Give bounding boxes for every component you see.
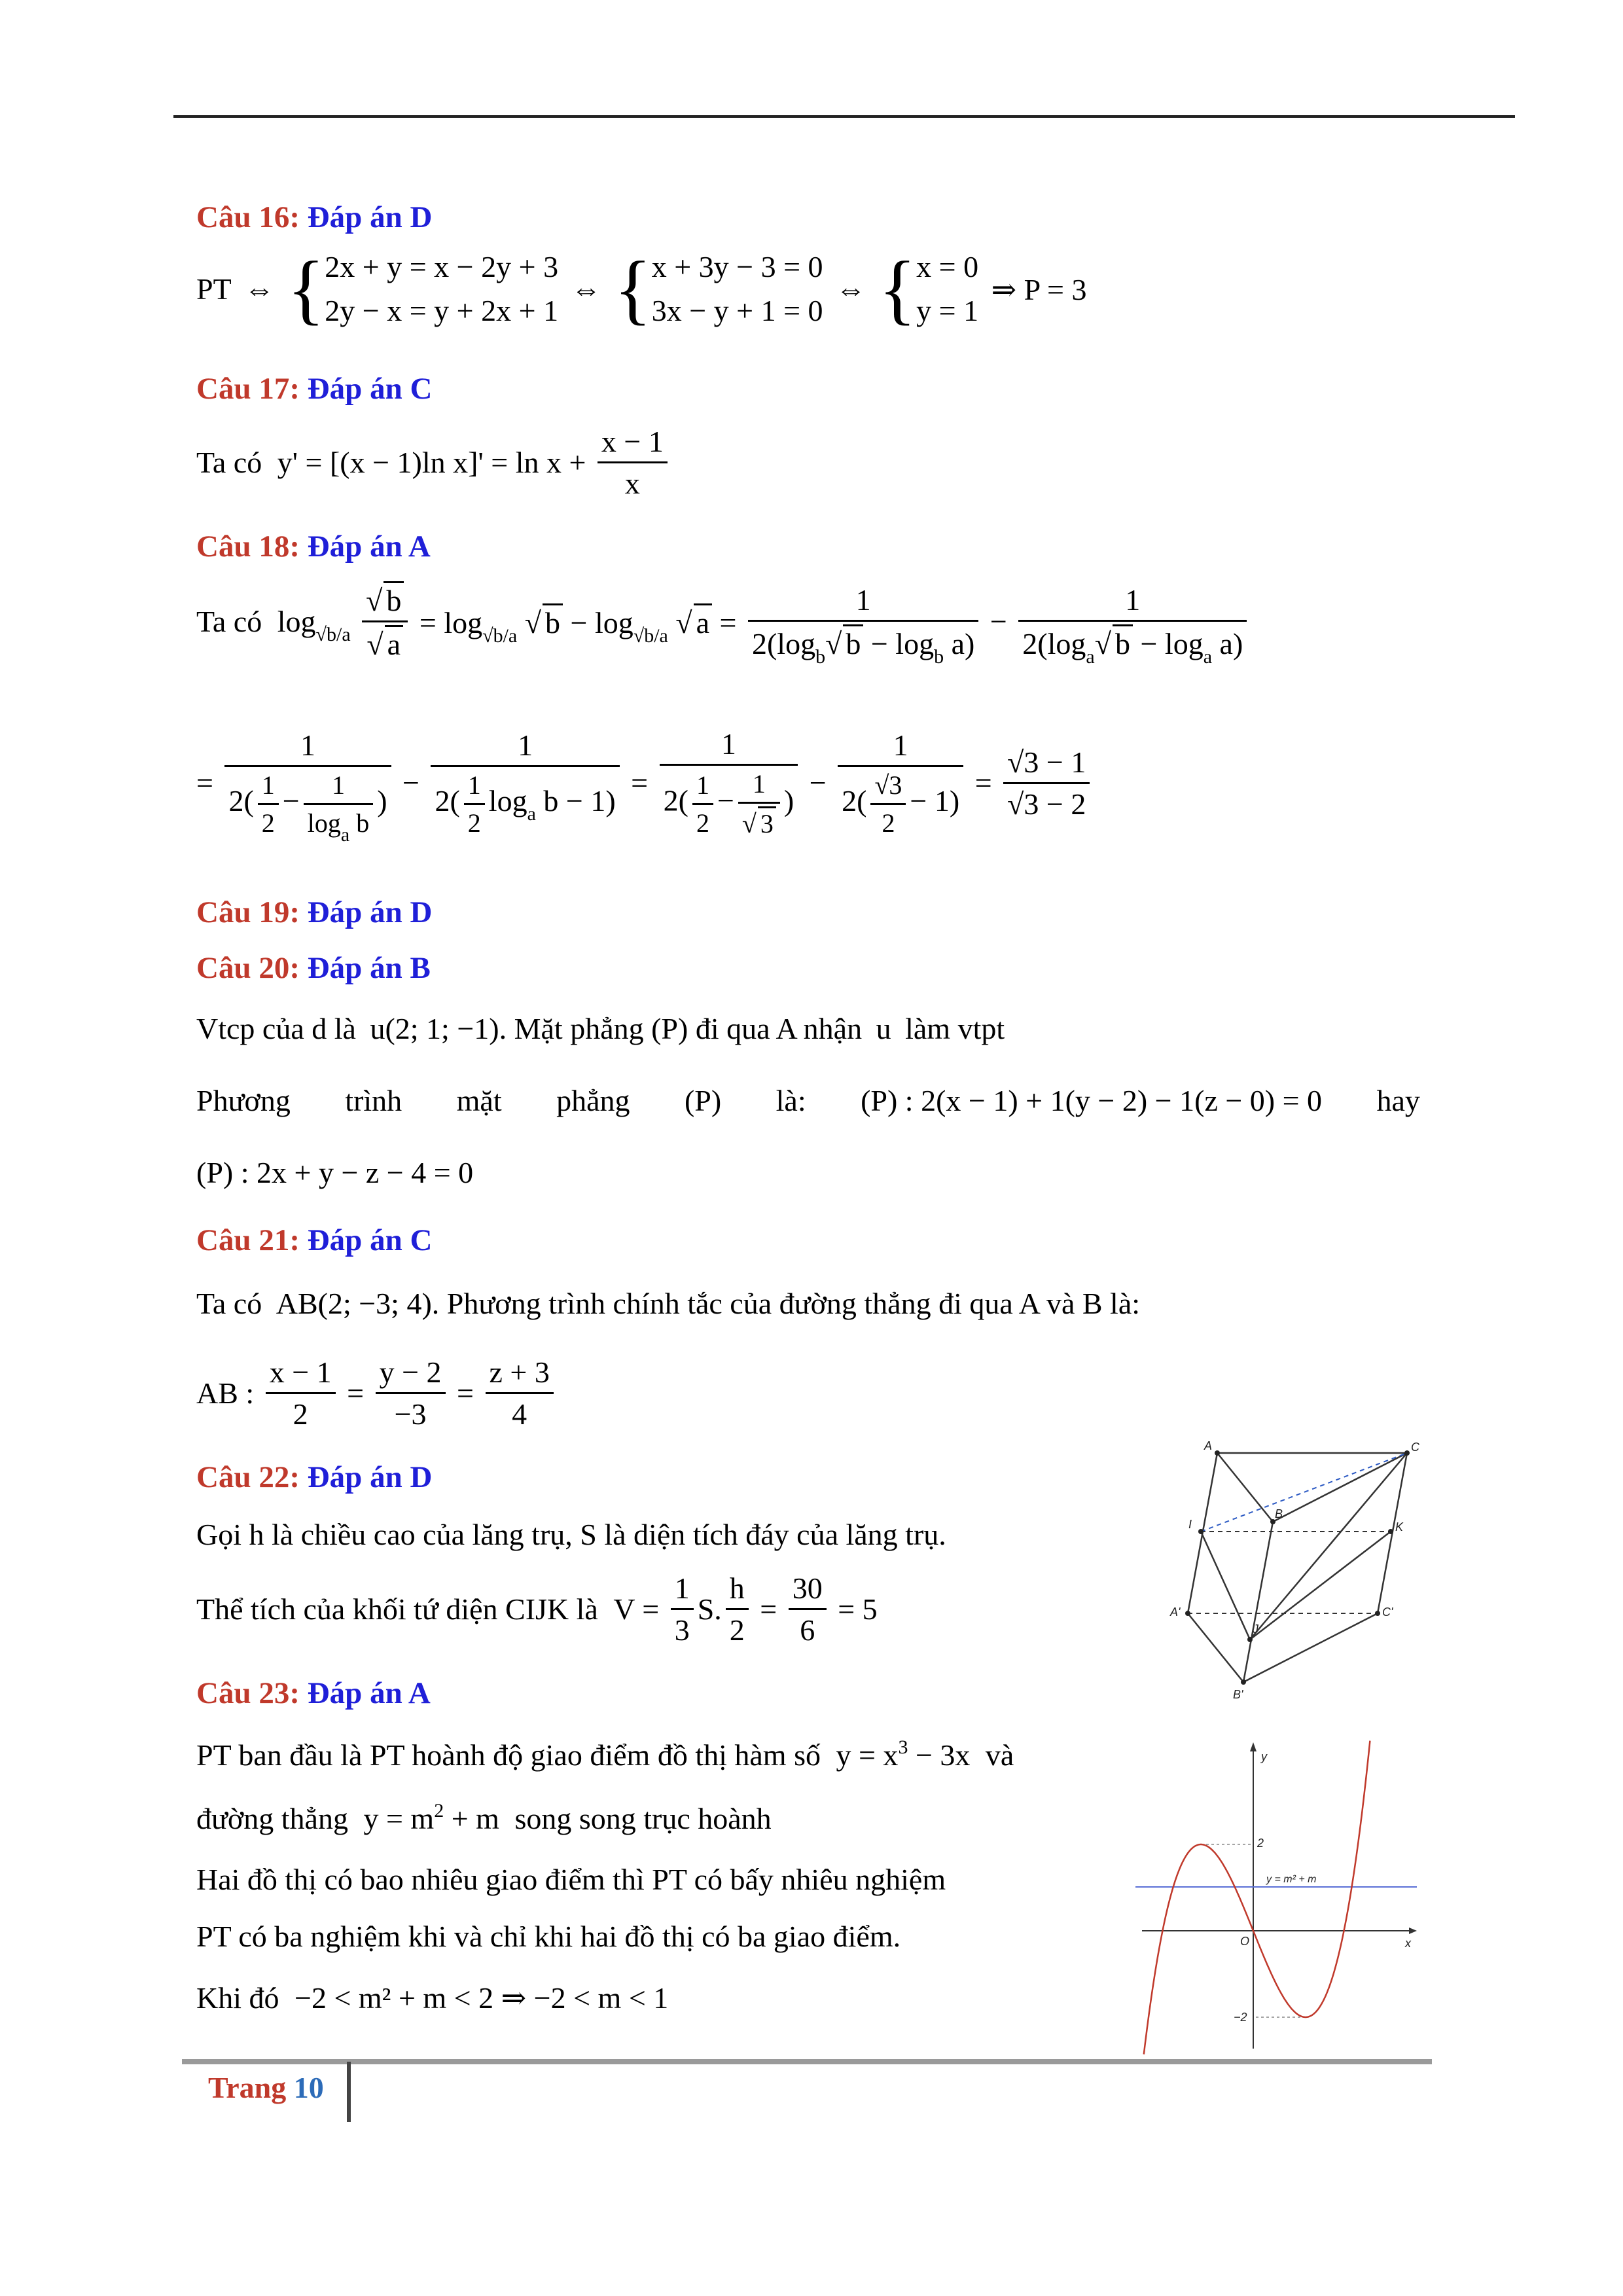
q16-system-1: 2x + y = x − 2y + 3 2y − x = y + 2x + 1	[325, 250, 559, 327]
q16-system-2: x + 3y − 3 = 0 3x − y + 1 = 0	[651, 250, 823, 327]
y-axis-label: y	[1261, 1750, 1267, 1763]
origin-label: O	[1240, 1935, 1250, 1948]
q20-line-2: Phương trình mặt phẳng (P) là: (P) : 2(x − 1) + 1(y − 2) − 1(z − 0) = 0 hay	[196, 1084, 1420, 1117]
q22-line-2: Thể tích của khối tứ diện CIJK là V = $\frac{1}{3}$ S. $\frac{h}{2}$ = $\frac{30}{6}$ = 5	[196, 1571, 878, 1647]
q22-line-1: Gọi h là chiều cao của lăng trụ, S là diện tích đáy của lăng trụ.	[196, 1518, 946, 1551]
q22-heading: Câu 22: Đáp án D	[196, 1460, 433, 1494]
cubic-curve	[1144, 1741, 1370, 2054]
header-rule	[173, 115, 1515, 118]
fig-label-k: K	[1395, 1520, 1404, 1534]
tick-label-minus-2: −2	[1234, 2011, 1247, 2024]
footer-divider	[347, 2062, 351, 2122]
q20-heading: Câu 20: Đáp án B	[196, 951, 431, 985]
q23-line-3: Hai đồ thị có bao nhiêu giao điểm thì PT có bấy nhiêu nghiệm	[196, 1863, 946, 1896]
q18-equation-line-2: = 1 2( $\frac{1}{2}$ − $\frac{1}{\log_a b}$ ) − 1 2( $\frac{1}{2}$ $\log_a b - 1$) = 1 2( $\frac{1}{2}$ − $\frac{1}{√ 3}$ ) − 1 2( $\frac{√3}{2}$ − 1) = $\frac{√3 - 1}{√3 - 2}$	[196, 726, 1094, 839]
q19-heading: Câu 19: Đáp án D	[196, 895, 433, 929]
q16-equation: PT ⇔ {2x + y = x − 2y + 3 2y − x = y + 2x + 1 ⇔ {x + 3y − 3 = 0 3x − y + 1 = 0 ⇔ {x = 0 y = 1 ⇒ P = 3	[196, 245, 1087, 332]
q18-heading: Câu 18: Đáp án A	[196, 529, 431, 564]
q16-system-3: x = 0 y = 1	[916, 250, 979, 327]
fig-label-a-prime: A'	[1170, 1605, 1181, 1619]
footer-rule	[182, 2059, 1432, 2064]
q21-heading: Câu 21: Đáp án C	[196, 1223, 433, 1257]
q22-prism-figure	[1152, 1437, 1427, 1712]
q17-equation: Ta có y' = [(x − 1)ln x]' = ln x + $\frac{x - 1}{x}$	[196, 424, 671, 501]
q20-line-3: (P) : 2x + y − z − 4 = 0	[196, 1156, 474, 1189]
q18-equation-line-1: Ta có $\log_{√b/a}$ $\frac{√ b}{√ a}$ = $\log_{√b/a}$ √ $b - \log_{√b/a}$ √ a = $\frac{1}{2(\log_b√ b - \log_b a)}$ − $\frac{1}{2(\log_a√ b - \log_a a)}$	[196, 581, 1251, 662]
line-label: y = m² + m	[1266, 1874, 1317, 1885]
q23-line-4: PT có ba nghiệm khi và chỉ khi hai đồ thị có ba giao điểm.	[196, 1920, 901, 1953]
fig-label-c-prime: C'	[1382, 1605, 1393, 1619]
x-axis-label: x	[1405, 1937, 1411, 1950]
fig-label-b-prime: B'	[1233, 1688, 1243, 1701]
fig-label-a: A	[1204, 1439, 1213, 1452]
q23-line-1: PT ban đầu là PT hoành độ giao điểm đồ thị hàm số $y = x^3 - 3x$ và	[196, 1736, 1014, 1772]
fig-label-b: B	[1275, 1507, 1283, 1520]
page-number: Trang 10	[208, 2071, 324, 2104]
q23-line-2: đường thẳng $y = m^2 + m$ song song trục hoành	[196, 1800, 772, 1835]
q21-equation: AB : $\frac{x - 1}{2}$ = $\frac{y - 2}{-3}$ = $\frac{z + 3}{4}$	[196, 1355, 558, 1431]
fig-label-j: J	[1253, 1623, 1258, 1636]
fig-label-i: I	[1188, 1518, 1192, 1531]
q21-line-1: Ta có AB(2; −3; 4). Phương trình chính tắc của đường thẳng đi qua A và B là:	[196, 1287, 1141, 1320]
fig-label-c: C	[1411, 1441, 1419, 1454]
q17-heading: Câu 17: Đáp án C	[196, 372, 433, 406]
q23-cubic-graph	[1135, 1734, 1423, 2055]
q23-heading: Câu 23: Đáp án A	[196, 1676, 431, 1710]
tick-label-2: 2	[1257, 1837, 1264, 1850]
q20-line-1: Vtcp của d là u(2; 1; −1). Mặt phẳng (P) đi qua A nhận u làm vtpt	[196, 1012, 1005, 1045]
q16-heading: Câu 16: Đáp án D	[196, 200, 433, 234]
q23-line-5: Khi đó −2 < m² + m < 2 ⇒ −2 < m < 1	[196, 1981, 669, 2015]
